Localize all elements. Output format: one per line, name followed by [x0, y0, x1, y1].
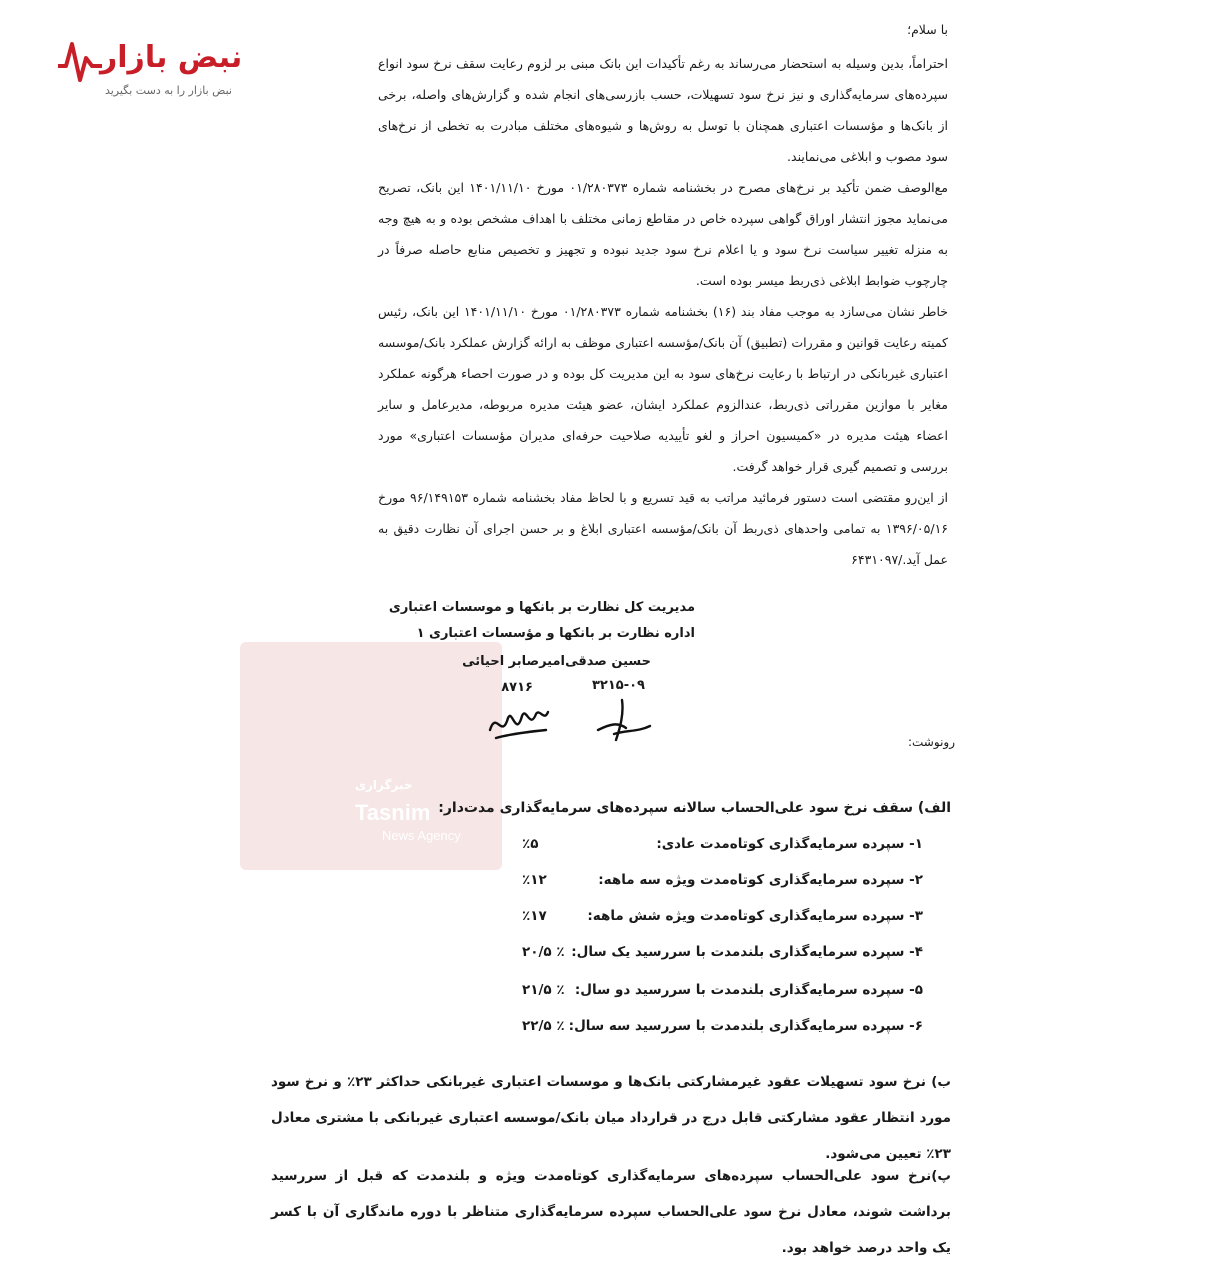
brand-tagline: نبض بازار را به دست بگیرید: [104, 84, 232, 97]
rate-item-5-label: ۵- سپرده سرمایه‌گذاری بلندمدت با سررسید دو سال:: [574, 982, 923, 998]
signer1-name: حسین صدقی: [565, 654, 651, 669]
watermark-stamp: [240, 642, 502, 870]
signature-dept: مدیریت کل نظارت بر بانکها و موسسات اعتباری: [388, 600, 695, 615]
signer2-code: ۸۷۱۶: [501, 680, 533, 695]
rate-item-6-label: ۶- سپرده سرمایه‌گذاری بلندمدت با سررسید سه سال:: [568, 1018, 923, 1034]
signature-2-icon: [486, 700, 552, 746]
watermark-en: Tasnim: [355, 800, 431, 825]
rates-section-b: ب) نرخ سود تسهیلات عقود غیرمشارکتی بانک‌ها و موسسات اعتباری غیربانکی حداکثر ۲۳٪ و نرخ سود مورد انتظار عقود مشارکتی قابل درج در قرارداد میان بانک/موسسه اعتباری غیربانکی با مشتری معادل ۲۳٪ تعیین می‌شود.: [271, 1074, 951, 1162]
rate-item-4-value: ٪ ۲۰/۵: [522, 944, 565, 960]
paragraph-1: احتراماً، بدین وسیله به استحضار می‌رساند به رغم تأکیدات این بانک مبنی بر لزوم رعایت سقف نرخ سود انواع سپرده‌های سرمایه‌گذاری و نیز نرخ سود تسهیلات، حسب بازرسی‌های انجام شده و گزارش‌های واصله، برخی از بانک‌ها و مؤسسات اعتباری همچنان با توسل به روش‌ها و شیوه‌های مختلف مبادرت به تخطی از نرخ‌های سود مصوب و ابلاغی می‌نمایند.: [378, 56, 948, 164]
rates-title: الف) سقف نرخ سود علی‌الحساب سالانه سپرده‌های سرمایه‌گذاری مدت‌دار:: [438, 800, 951, 816]
watermark-fa: خبرگزاری: [355, 778, 413, 792]
letter-greeting: با سلام؛: [907, 22, 948, 37]
watermark-agency: News Agency: [382, 828, 461, 843]
signer2-name: امیرصابر احیائی: [462, 654, 565, 669]
cc-label: رونوشت:: [907, 735, 955, 749]
rate-item-3-value: ٪۱۷: [522, 908, 547, 924]
rate-item-3-label: ۳- سپرده سرمایه‌گذاری کوتاه‌مدت ویژه شش ماهه:: [587, 908, 923, 924]
rate-item-2-value: ٪۱۲: [522, 872, 547, 888]
paragraph-4: از این‌رو مقتضی است دستور فرمائید مراتب به قید تسریع و با لحاظ مفاد بخشنامه شماره ۹۶/۱۴۹۱۵۳ مورخ ۱۳۹۶/۰۵/۱۶ به تمامی واحدهای ذی‌ربط آن بانک/مؤسسه اعتباری ابلاغ و بر حسن اجرای آن نظارت دقیق به عمل آید./۶۴۳۱۰۹۷: [378, 490, 949, 567]
rates-section-p: پ)نرخ سود علی‌الحساب سپرده‌های سرمایه‌گذاری کوتاه‌مدت ویژه و بلندمدت که قبل از سررسید برداشت شوند، معادل نرخ سود علی‌الحساب سپرده سرمایه‌گذاری متناظر با دوره ماندگاری آن با کسر یک واحد درصد خواهد بود.: [271, 1168, 951, 1256]
brand-name: نبض بازار: [100, 40, 243, 75]
paragraph-3: خاطر نشان می‌سازد به موجب مفاد بند (۱۶) بخشنامه شماره ۰۱/۲۸۰۳۷۳ مورخ ۱۴۰۱/۱۱/۱۰ این بانک، رئیس کمیته رعایت قوانین و مقررات (تطبیق) آن بانک/مؤسسه اعتباری موظف به ارائه گزارش عملکرد بانک/موسسه اعتباری غیربانکی در ارتباط با رعایت نرخ‌های سود به این مدیریت کل بوده و در صورت احصاء هرگونه عملکرد مغایر با موازین مقرراتی ذی‌ربط، عندالزوم عملکرد ایشان، عضو هیئت مدیره مربوطه، مدیرعامل و سایر اعضاء هیئت مدیره در «کمیسیون احراز و لغو تأییدیه صلاحیت حرفه‌ای مدیران مؤسسات اعتباری» مورد بررسی و تصمیم گیری قرار خواهد گرفت.: [378, 304, 948, 474]
signature-1-icon: [592, 694, 654, 746]
signer1-code: ۳۲۱۵-۰۹: [591, 678, 645, 693]
rate-item-1-value: ٪۵: [522, 836, 539, 852]
rate-item-6-value: ٪ ۲۲/۵: [522, 1018, 565, 1034]
paragraph-2: مع‌الوصف ضمن تأکید بر نرخ‌های مصرح در بخشنامه شماره ۰۱/۲۸۰۳۷۳ مورخ ۱۴۰۱/۱۱/۱۰ این بانک، تصریح می‌نماید مجوز انتشار اوراق گواهی سپرده خاص در مقاطع زمانی مختلف با اهداف مشخص بوده و به هیچ وجه به منزله تغییر سیاست نرخ سود و یا اعلام نرخ سود جدید نبوده و تجهیز و تخصیص منابع حاصله صرفاً در چارچوب ضوابط ابلاغی ذی‌ربط میسر بوده است.: [378, 180, 948, 288]
rate-item-2-label: ۲- سپرده سرمایه‌گذاری کوتاه‌مدت ویژه سه ماهه:: [598, 872, 923, 888]
signature-office: اداره نظارت بر بانکها و مؤسسات اعتباری ۱: [416, 626, 695, 641]
rate-item-4-label: ۴- سپرده سرمایه‌گذاری بلندمدت با سررسید یک سال:: [571, 944, 923, 960]
rate-item-5-value: ٪ ۲۱/۵: [522, 982, 565, 998]
rate-item-1-label: ۱- سپرده سرمایه‌گذاری کوتاه‌مدت عادی:: [656, 836, 923, 852]
